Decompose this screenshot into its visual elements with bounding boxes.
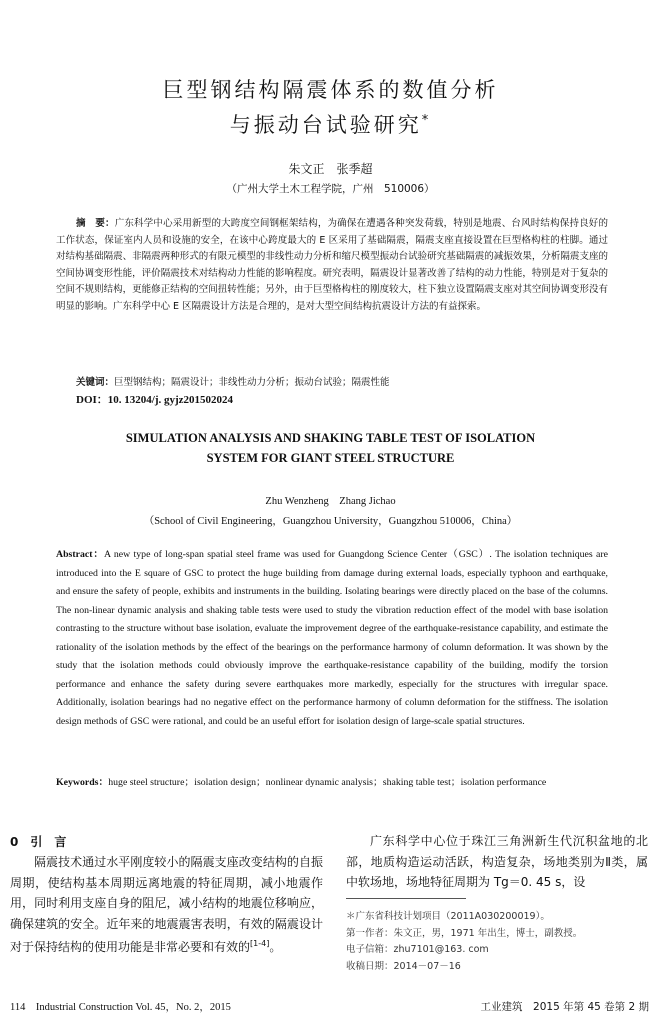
abstract-cn-label: 摘 要：: [76, 218, 115, 229]
doi-label: DOI：: [76, 394, 108, 406]
doi-text: 10. 13204/j. gyjz201502024: [107, 394, 234, 406]
title-cn-line2: [0, 109, 661, 139]
footer-right: 工业建筑 2015 年第 45 卷第 2 期: [480, 1001, 649, 1013]
footnote-email: 电子信箱：zhu7101@163. com: [346, 944, 489, 955]
abstract-en: [56, 546, 608, 731]
keywords-en: [56, 774, 608, 792]
doi: [76, 391, 233, 407]
title-cn-line2-text: 与振动台试验研究: [229, 113, 422, 137]
title-footnote-marker: *: [421, 113, 432, 128]
footnote-funding: ＊广东省科技计划项目（2011A030200019）。: [346, 911, 550, 922]
citation: [1-4]: [250, 939, 270, 949]
keywords-en-label: Keywords：: [56, 777, 109, 788]
title-en-line1: SIMULATION ANALYSIS AND SHAKING TABLE TEST OF ISOLATION: [125, 431, 536, 445]
abstract-en-text: A new type of long-span spatial steel frame was used for Guangdong Science Center（GSC）. The isolation techniques are introduced into the E square of GSC to protect the huge building from damage during external loads, especially typhoon and earthquake, and ensure the safety of people, exhibits and instruments in the building. Isolating bearings were directly placed on the base of the columns. The non-linear dynamic analysis and shaking table tests were used to study the vibration reduction effect of the model with base isolation contrasting to the structure without base isolation, evaluate the improvement degree of the earthquake-resistance capability, and estimate the rationality of the isolation methods by the effect of the bearings on the performance harmony of column deformation. It was shown by the study that the isolation methods could obviously improve the earthquake-resistance capability of the building, modify the torsion performance and enhance the safety during severe earthquakes more markedly, especially for the structures with irregular space. Additionally, isolation bearings had no negative effect on the performance harmony of column deformation for the stiffness. The isolation design methods of GSC were rational, and could be an useful effort for isolation design of large-scale spatial structures.: [56, 549, 608, 727]
keywords-cn: [76, 374, 390, 388]
abstract-cn: [56, 216, 608, 316]
title-en-line2: SYSTEM FOR GIANT STEEL STRUCTURE: [206, 451, 455, 465]
footnotes: [346, 909, 646, 975]
right-column-paragraph: 广东科学中心位于珠江三角洲新生代沉积盆地的北部，地质构造运动活跃，构造复杂，场地类别为Ⅱ类，属中软场地，场地特征周期为 Tg＝0. 45 s，设: [346, 834, 648, 890]
footnote-author: 第一作者：朱文正，男，1971 年出生，博士，副教授。: [346, 927, 583, 939]
affiliation-en: （School of Civil Engineering，Guangzhou University，Guangzhou 510006，China）: [143, 516, 518, 527]
intro-text: 隔震技术通过水平刚度较小的隔震支座改变结构的自振周期，使结构基本周期远离地震的特征周期，减小地震作用，同时利用支座自身的阻尼，减小结构的地震位移响应，确保建筑的安全。近年来的地震震害表明，有效的隔震设计对于保持结构的使用功能是非常必要和有效的: [10, 855, 323, 955]
affiliation-cn: （广州大学土木工程学院，广州 510006）: [226, 183, 435, 195]
authors-cn: 朱文正 张季超: [288, 162, 373, 176]
keywords-cn-label: 关键词：: [76, 377, 115, 388]
abstract-en-label: Abstract：: [56, 549, 105, 560]
footnote-divider: [346, 898, 466, 899]
authors-en: Zhu Wenzheng Zhang Jichao: [265, 496, 396, 507]
keywords-cn-text: 巨型钢结构；隔震设计；非线性动力分析；振动台试验；隔震性能: [114, 377, 390, 388]
footer-left: 114 Industrial Construction Vol. 45，No. 2，2015: [10, 1002, 231, 1013]
title-cn-line1: 巨型钢结构隔震体系的数值分析: [162, 78, 499, 102]
keywords-en-text: huge steel structure；isolation design；nonlinear dynamic analysis；shaking table test；isolation performance: [108, 777, 547, 788]
intro-paragraph: [10, 852, 323, 958]
abstract-cn-text: 广东科学中心采用新型的大跨度空间钢框架结构，为确保在遭遇各种突发荷载，特别是地震、台风时结构保持良好的工作状态，保证室内人员和设施的安全，在该中心跨度最大的 E 区采用了基础隔震，隔震支座直接设置在巨型格构柱的柱脚。通过对结构基础隔震、非隔震两种形式的有限元模型的非线性动力分析和缩尺模型振动台试验研究基础隔震的减振效果，分析隔震支座的空间协调变形性能，评价隔震技术对结构动力性能的影响程度。研究表明，隔震设计显著改善了结构的动力性能，特别是对于复杂的空间不规则结构，更能修正结构的空间扭转性能；另外，由于巨型格构柱的刚度较大，柱下独立设置隔震支座对其空间协调变形没有明显的影响。广东科学中心 E 区隔震设计方法是合理的，是对大型空间结构抗震设计方法的有益探索。: [56, 218, 608, 312]
intro-end: 。: [269, 940, 282, 955]
footnote-received: 收稿日期：2014－07－16: [346, 960, 461, 972]
section-heading: 0 引 言: [10, 835, 67, 849]
